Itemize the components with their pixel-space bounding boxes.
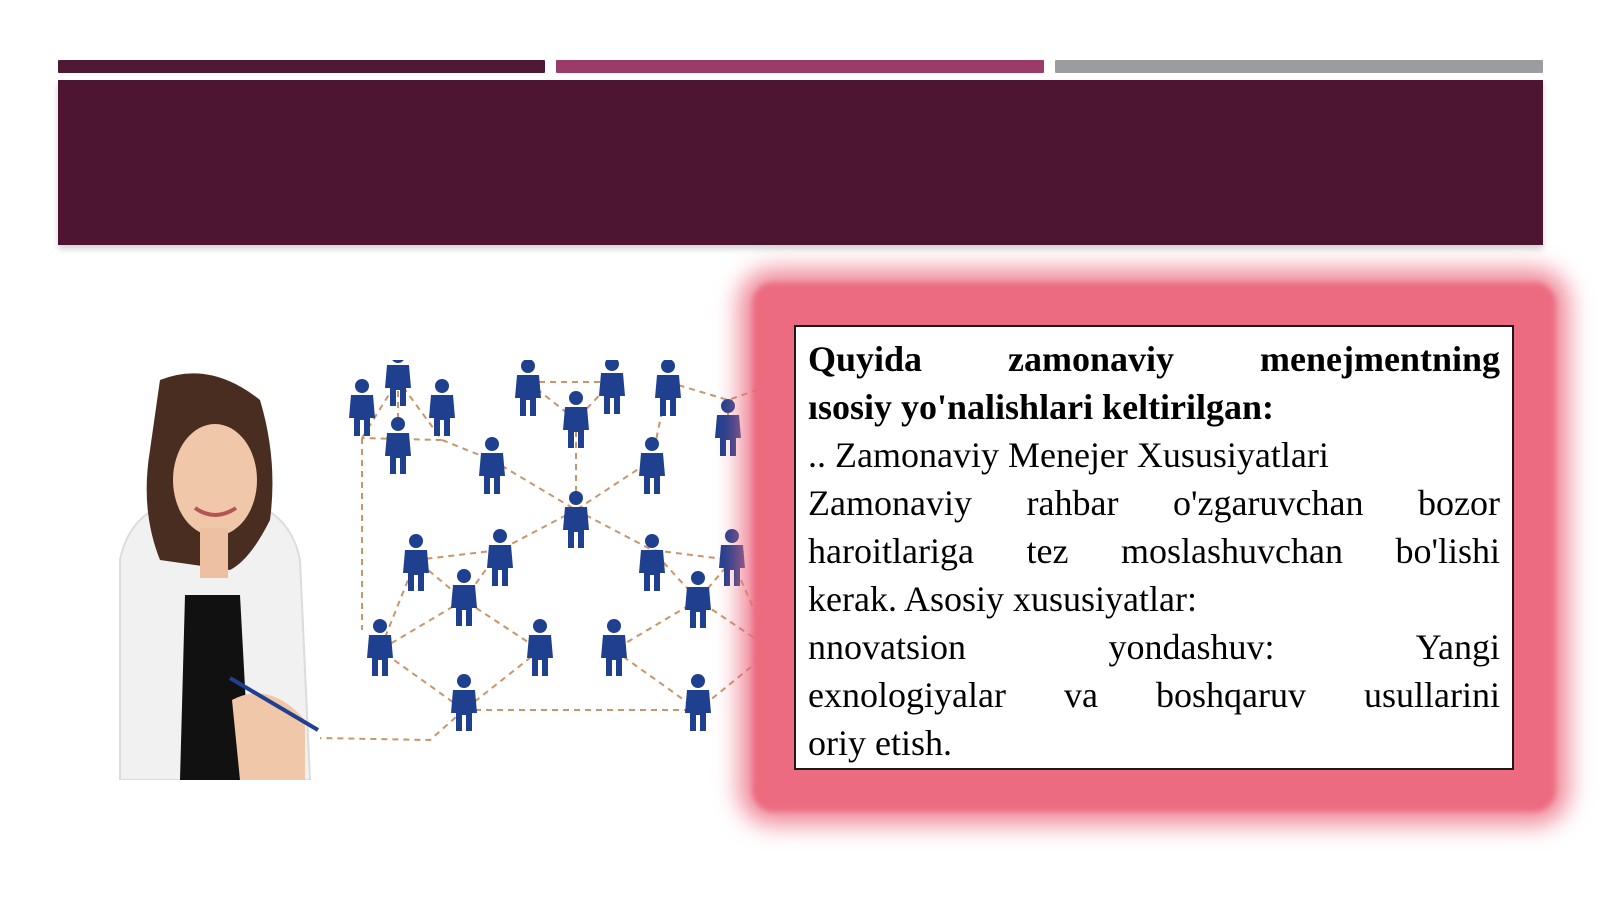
body-line-1: Zamonaviy rahbar o'zgaruvchan bozor: [808, 483, 1500, 523]
body-line-5: exnologiyalar va boshqaruv usullarini: [808, 675, 1500, 715]
manager-network-illustration: [100, 360, 825, 780]
content-text: [808, 335, 1500, 767]
content-text-box: [794, 325, 1514, 770]
accent-bar-magenta: [556, 60, 1044, 73]
body-line-2: haroitlariga tez moslashuvchan bo'lishi: [808, 531, 1500, 571]
intro-line-2: ısosiy yo'nalishlari keltirilgan:: [808, 387, 1275, 427]
body-line-6: oriy etish.: [808, 723, 952, 763]
accent-bar-gray: [1055, 60, 1543, 73]
body-line-3: kerak. Asosiy xususiyatlar:: [808, 579, 1197, 619]
illustration-svg: [100, 360, 825, 780]
title-band: [58, 80, 1543, 245]
body-line-4: nnovatsion yondashuv: Yangi: [808, 627, 1500, 667]
accent-bar-dark: [58, 60, 545, 73]
businesswoman-figure: [120, 373, 318, 780]
section-heading: .. Zamonaviy Menejer Xususiyatlari: [808, 435, 1329, 475]
intro-line-1: Quyida zamonaviy menejmentning: [808, 339, 1500, 379]
